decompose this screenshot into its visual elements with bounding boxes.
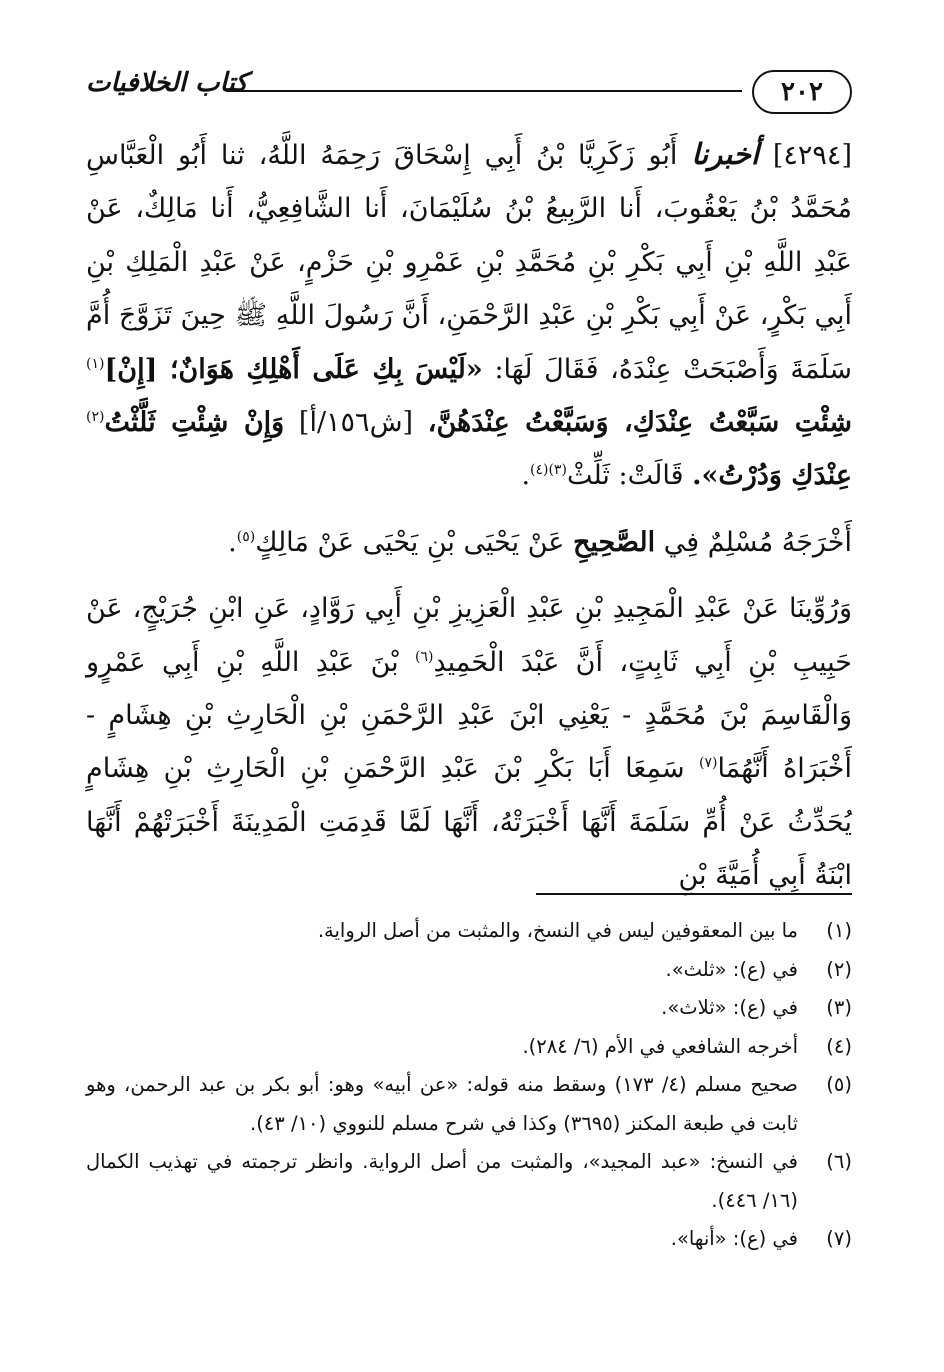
matn-text-1: «لَيْسَ بِكِ عَلَى أَهْلِكِ هَوَانٌ؛ [إِنْ] [104, 353, 483, 385]
footnote-ref-2[interactable]: (٢) [86, 409, 105, 426]
footnote-ref-3-4[interactable]: (٣)(٤) [530, 462, 567, 479]
book-name-sahih: الصَّحِيحِ [572, 526, 656, 558]
footnote-separator [536, 893, 852, 895]
footnote-ref-6[interactable]: (٦) [415, 648, 434, 665]
page-number: ٢٠٢ [752, 70, 852, 114]
footnote-text: في النسخ: «عبد المجيد»، والمثبت من أصل الرواية. وانظر ترجمته في تهذيب الكمال (١٦/ ٤٤٦). [86, 1150, 798, 1212]
manuscript-folio-marker: [ش١٥٦/أ] [298, 407, 414, 439]
paragraph-riwaya [86, 582, 852, 902]
footnote-ref-7[interactable]: (٧) [698, 755, 718, 772]
footnote-text: في (ع): «أنها». [670, 1227, 798, 1250]
footnote-number: (٥) [826, 1073, 852, 1096]
isnad-text: أَبُو زَكَرِيَّا بْنُ أَبِي إِسْحَاقَ رَحِمَهُ اللَّهُ، ثنا أَبُو الْعَبَّاسِ مُحَمَّدُ بْنُ يَعْقُوبَ، أَنا الرَّبِيعُ بْنُ سُلَيْمَانَ، أَنا الشَّافِعِيُّ، أَنا مَالِكٌ، عَنْ عَبْدِ اللَّهِ بْنِ أَبِي بَكْرِ بْنِ مُحَمَّدِ بْنِ عَمْرِو بْنِ حَزْمٍ، عَنْ عَبْدِ الْمَلِكِ بْنِ أَبِي بَكْرٍ، عَنْ أَبِي بَكْرِ بْنِ عَبْدِ الرَّحْمَنِ، أَنَّ رَسُولَ اللَّهِ ﷺ حِينَ تَزَوَّجَ أُمَّ سَلَمَةَ وَأَصْبَحَتْ عِنْدَهُ، فَقَالَ لَهَا: [86, 140, 852, 385]
book-title: كتاب الخلافيات [86, 68, 248, 98]
footnote-number: (٢) [826, 957, 852, 981]
main-text [86, 128, 852, 903]
footnote [86, 1028, 852, 1067]
footnote-number: (٣) [826, 996, 852, 1019]
footnote-text: أخرجه الشافعي في الأم (٦/ ٢٨٤). [522, 1034, 798, 1058]
footnote-text: في (ع): «ثلث». [665, 957, 798, 981]
closing-text: قَالَتْ: ثَلِّثْ [566, 460, 684, 492]
end-punct: . [228, 526, 237, 558]
footnote [86, 1066, 852, 1143]
matn-text-3: وَإِنْ شِئْتِ ثَلَّثْتُ [104, 407, 285, 439]
footnote-text: ما بين المعقوفين ليس في النسخ، والمثبت من أصل الرواية. [317, 919, 798, 942]
matn-text-2: شِئْتِ سَبَّعْتُ عِنْدَكِ، وَسَبَّعْتُ عِنْدَهُنَّ، [427, 407, 852, 439]
footnote [86, 951, 852, 990]
riwaya-text-2: بْنَ عَبْدِ اللَّهِ بْنِ أَبِي عَمْرٍو وَالْقَاسِمَ بْنَ مُحَمَّدٍ - يَعْنِي ابْنَ عَبْدِ الرَّحْمَنِ بْنِ الْحَارِثِ بْنِ هِشَامٍ - أَخْبَرَاهُ أَنَّهُمَا [86, 646, 853, 785]
paragraph-hadith-4294 [86, 128, 852, 503]
footnote-number: (١) [826, 919, 852, 942]
footnote-number: (٦) [826, 1150, 852, 1173]
takhrij-text-2: عَنْ يَحْيَى بْنِ يَحْيَى عَنْ مَالِكٍ [255, 526, 565, 558]
footnote [86, 912, 852, 951]
hadith-number: [٤٢٩٤] [772, 140, 852, 171]
takhrij-text-1: أَخْرَجَهُ مُسْلِمٌ فِي [663, 526, 852, 558]
footnote-number: (٤) [826, 1034, 852, 1058]
footnote-text: في (ع): «ثلاث». [661, 996, 798, 1019]
page-header [86, 62, 852, 122]
paragraph-takhrij [86, 516, 852, 569]
riwaya-text-1: وَرُوِّينَا عَنْ عَبْدِ الْمَجِيدِ بْنِ عَبْدِ الْعَزِيزِ بْنِ أَبِي رَوَّادٍ، عَنِ ابْنِ جُرَيْجٍ، عَنْ حَبِيبِ بْنِ أَبِي ثَابِتٍ، أَنَّ عَبْدَ الْحَمِيدِ [86, 593, 852, 678]
footnote [86, 1220, 852, 1259]
footnote-number: (٧) [826, 1227, 852, 1250]
footnote [86, 1143, 852, 1220]
footnote [86, 989, 852, 1028]
matn-text-4: عِنْدَكِ وَدُرْتُ». [692, 460, 852, 492]
footnotes [86, 912, 852, 1259]
footnote-ref-1[interactable]: (١) [86, 355, 105, 372]
lead-word: أخبرنا [691, 137, 759, 171]
header-rule [226, 90, 742, 92]
end-punct: . [521, 460, 531, 492]
footnote-ref-5[interactable]: (٥) [236, 528, 256, 545]
footnote-text: صحيح مسلم (٤/ ١٧٣) وسقط منه قوله: «عن أبيه» وهو: أبو بكر بن عبد الرحمن، وهو ثابت في طبعة المكنز (٣٦٩٥) وكذا في شرح مسلم للنووي (١٠/ ٤٣). [86, 1073, 798, 1135]
riwaya-text-3: سَمِعَا أَبَا بَكْرِ بْنَ عَبْدِ الرَّحْمَنِ بْنِ الْحَارِثِ بْنِ هِشَامٍ يُحَدِّثُ عَنْ أُمِّ سَلَمَةَ أَنَّهَا أَخْبَرَتْهُ، أَنَّهَا لَمَّا قَدِمَتِ الْمَدِينَةَ أَخْبَرَتْهُمْ أَنَّهَا ابْنَةُ أَبِي أُمَيَّةَ بْنِ [86, 753, 852, 892]
